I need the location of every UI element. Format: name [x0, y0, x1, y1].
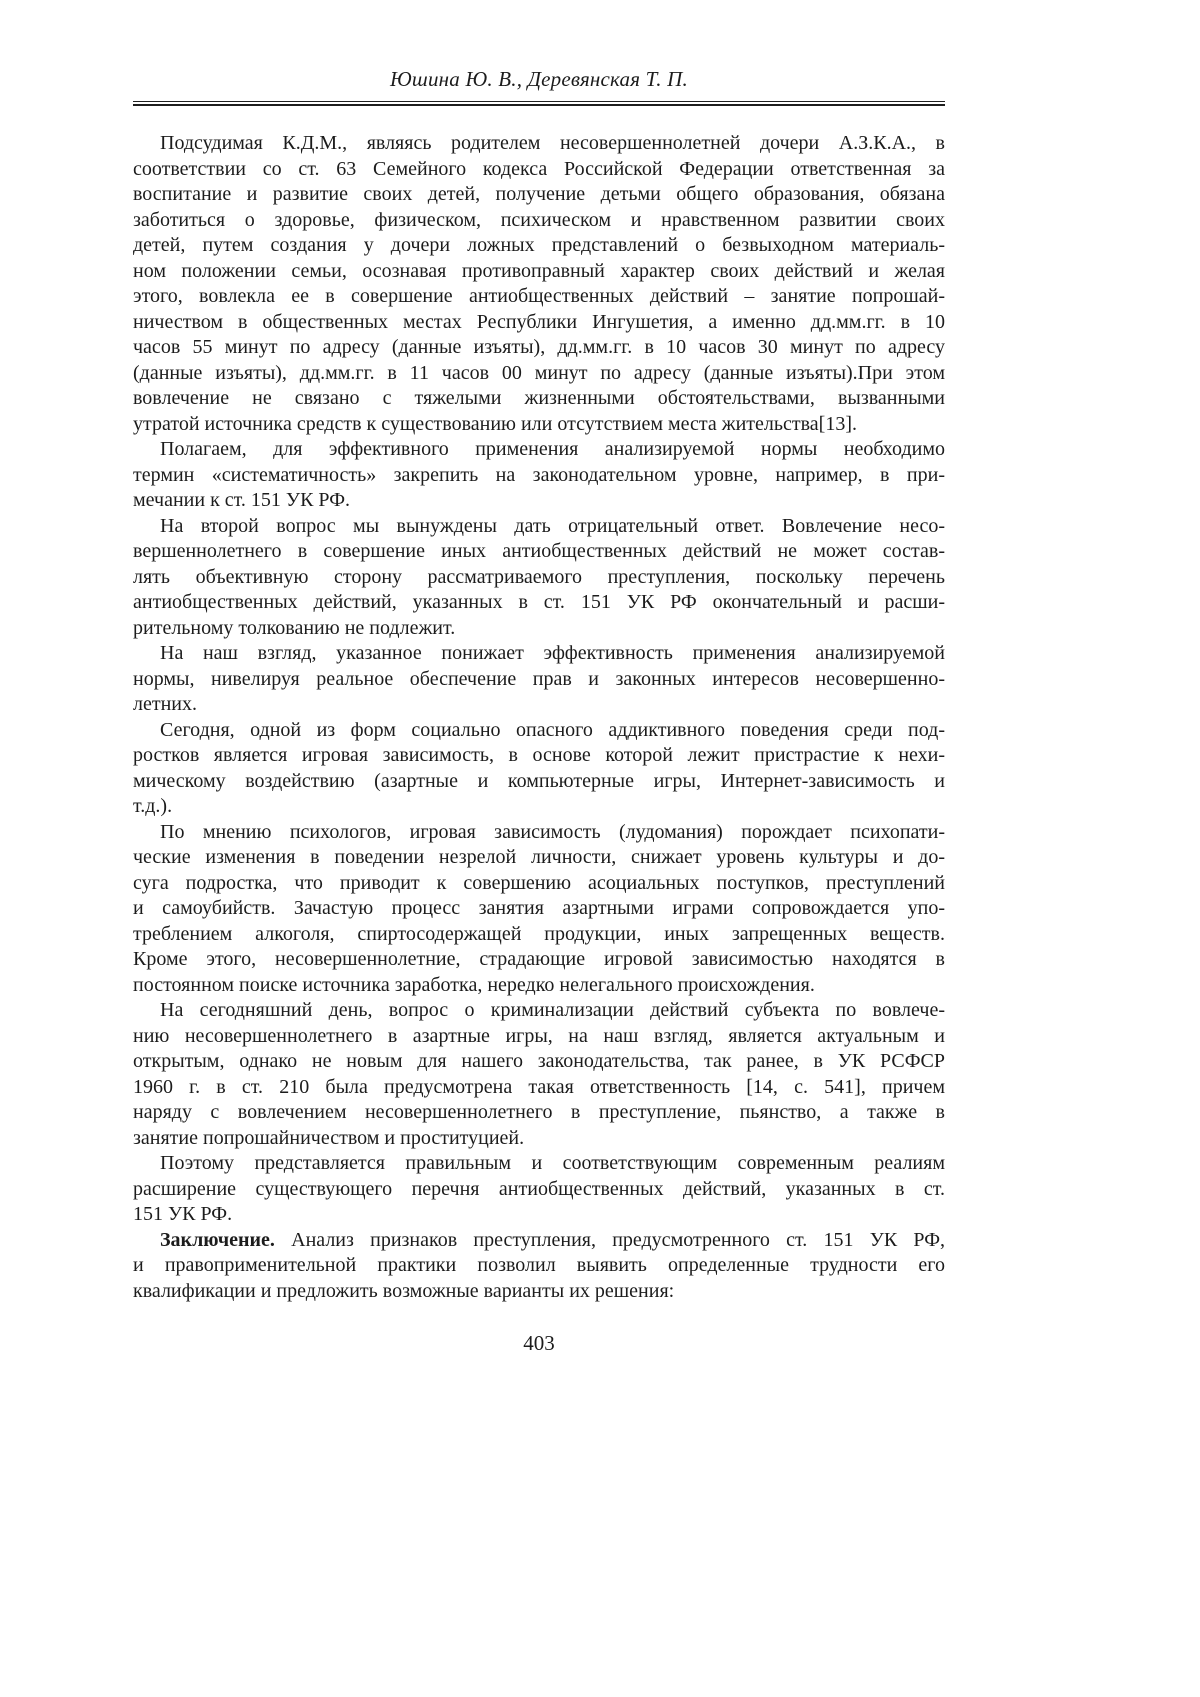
- paragraph: [133, 1151, 945, 1228]
- text-line: мечании к ст. 151 УК РФ.: [133, 489, 350, 511]
- text-line: заботиться о здоровье, физическом, психическом и нравственном развитии своих: [133, 208, 945, 231]
- text-line: 151 УК РФ.: [133, 1203, 233, 1225]
- text-line: ничеством в общественных местах Республики Ингушетия, а именно дд.мм.гг. в 10: [133, 310, 945, 333]
- text-line: вовлечение не связано с тяжелыми жизненными обстоятельствами, вызванными: [133, 387, 945, 409]
- text-line: соответствии со ст. 63 Семейного кодекса Российской Федерации ответственная за: [133, 157, 945, 180]
- text-line: расширение существующего перечня антиобщественных действий, указанных в ст.: [133, 1177, 945, 1200]
- header-rule: [133, 101, 945, 106]
- paragraph: [133, 820, 945, 999]
- text-line: наряду с вовлечением несовершеннолетнего в преступление, пьянство, а также в: [133, 1101, 945, 1123]
- text-line: ческие изменения в поведении незрелой личности, снижает уровень культуры и до-: [133, 846, 945, 868]
- text-line: Сегодня, одной из форм социально опасного аддиктивного поведения среди под-: [160, 718, 945, 741]
- running-head: Юшина Ю. В., Деревянская Т. П.: [390, 67, 688, 91]
- text-line: воспитание и развитие своих детей, получение детьми общего образования, обязана: [133, 183, 945, 205]
- text-line: и правоприменительной практики позволил выявить определенные трудности его: [133, 1254, 945, 1276]
- text-line: 1960 г. в ст. 210 была предусмотрена такая ответственность [14, с. 541], причем: [133, 1075, 945, 1098]
- article-body: [133, 131, 945, 1304]
- text-line: суга подростка, что приводит к совершению асоциальных поступков, преступлений: [133, 871, 945, 894]
- text-line: Подсудимая К.Д.М., являясь родителем несовершеннолетней дочери А.З.К.А., в: [160, 132, 945, 154]
- text-line: утратой источника средств к существованию или отсутствием места жительства[13].: [133, 412, 857, 435]
- text-line: нормы, нивелируя реальное обеспечение прав и законных интересов несовершенно-: [133, 667, 945, 690]
- text-line: ростков является игровая зависимость, в основе которой лежит пристрастие к нехи-: [133, 744, 945, 766]
- text-line: ном положении семьи, осознавая противоправный характер своих действий и желая: [133, 259, 945, 282]
- text-line: антиобщественных действий, указанных в ст. 151 УК РФ окончательный и расши-: [133, 591, 945, 613]
- text-line: Кроме этого, несовершеннолетние, страдающие игровой зависимостью находятся в: [133, 948, 945, 970]
- text-line: мическому воздействию (азартные и компьютерные игры, Интернет-зависимость и: [133, 769, 945, 792]
- paragraph: [133, 718, 945, 820]
- text-line: вершеннолетнего в совершение иных антиобщественных действий не может состав-: [133, 540, 945, 562]
- paragraphs: [133, 131, 945, 1304]
- text-line: По мнению психологов, игровая зависимость (лудомания) порождает психопати-: [160, 820, 945, 843]
- text-line: термин «систематичность» закрепить на законодательном уровне, например, в при-: [133, 463, 945, 486]
- text-line: квалификации и предложить возможные варианты их решения:: [133, 1279, 675, 1302]
- text-line: занятие попрошайничеством и проституцией.: [133, 1126, 525, 1149]
- text-line: этого, вовлекла ее в совершение антиобщественных действий – занятие попрошай-: [133, 285, 945, 307]
- text-line: нию несовершеннолетнего в азартные игры, на наш взгляд, является актуальным и: [133, 1024, 945, 1047]
- text-line: летних.: [133, 693, 198, 715]
- text-line: рительному толкованию не подлежит.: [133, 616, 456, 639]
- text-line: Заключение. Анализ признаков преступления, предусмотренного ст. 151 УК РФ,: [160, 1228, 945, 1251]
- paragraph: [133, 998, 945, 1151]
- page-number: 403: [523, 1331, 555, 1355]
- text-line: Полагаем, для эффективного применения анализируемой нормы необходимо: [160, 438, 945, 460]
- paragraph-lead: Заключение.: [160, 1228, 275, 1251]
- text-line: постоянном поиске источника заработка, нередко нелегального происхождения.: [133, 973, 815, 996]
- text-line: т.д.).: [133, 795, 173, 817]
- text-line: На наш взгляд, указанное понижает эффективность применения анализируемой: [160, 642, 945, 664]
- text-line: (данные изъяты), дд.мм.гг. в 11 часов 00 минут по адресу (данные изъяты).При этом: [133, 361, 945, 384]
- text-line: лять объективную сторону рассматриваемого преступления, поскольку перечень: [133, 565, 945, 588]
- text-line: На сегодняшний день, вопрос о криминализации действий субъекта по вовлече-: [160, 999, 945, 1021]
- paragraph: [133, 514, 945, 642]
- text-line: детей, путем создания у дочери ложных представлений о безвыходном материаль-: [133, 234, 945, 256]
- paragraph: [133, 641, 945, 718]
- paragraph: [133, 1228, 945, 1305]
- paragraph: [133, 131, 945, 437]
- text-line: и самоубийств. Зачастую процесс занятия азартными играми сопровождается упо-: [133, 897, 945, 919]
- text-line: Поэтому представляется правильным и соответствующим современным реалиям: [160, 1152, 945, 1174]
- text-line: часов 55 минут по адресу (данные изъяты), дд.мм.гг. в 10 часов 30 минут по адресу: [133, 336, 945, 358]
- text-line: открытым, однако не новым для нашего законодательства, так ранее, в УК РСФСР: [133, 1050, 945, 1072]
- text-line: На второй вопрос мы вынуждены дать отрицательный ответ. Вовлечение несо-: [160, 514, 945, 537]
- text-line: треблением алкоголя, спиртосодержащей продукции, иных запрещенных веществ.: [133, 922, 945, 945]
- paragraph: [133, 437, 945, 514]
